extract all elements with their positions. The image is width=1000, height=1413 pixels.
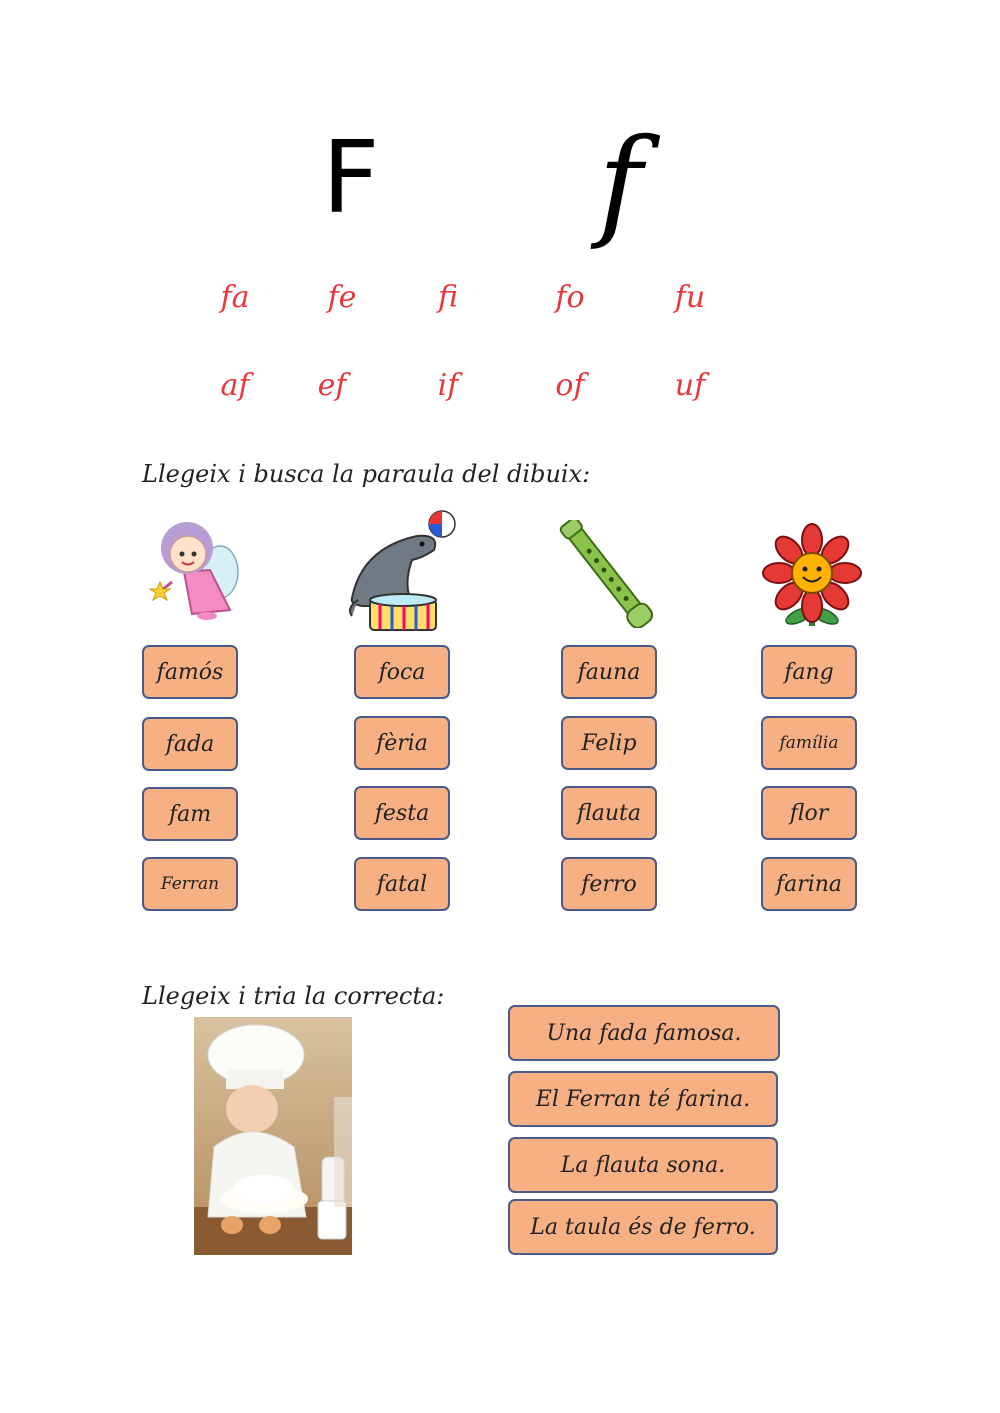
syllable: of [555,368,585,403]
flute-icon [538,520,676,628]
word-option[interactable]: fada [142,717,238,771]
sentence-option[interactable]: Una fada famosa. [508,1005,780,1061]
word-option[interactable]: foca [354,645,450,699]
word-option[interactable]: família [761,716,857,770]
syllable: fa [220,280,250,315]
word-option[interactable]: famós [142,645,238,699]
syllable: fi [437,280,458,315]
word-option[interactable]: Ferran [142,857,238,911]
baby-chef-photo [194,1017,352,1255]
word-option[interactable]: farina [761,857,857,911]
syllable: fu [674,280,706,315]
syllable: fo [555,280,585,315]
instruction-find-word: Llegeix i busca la paraula del dibuix: [142,460,591,488]
cursive-letter: f [598,114,643,253]
word-option[interactable]: Felip [561,716,657,770]
sentence-option[interactable]: La taula és de ferro. [508,1199,778,1255]
syllable: ef [317,368,347,403]
fairy-icon [132,510,252,630]
seal-icon [322,508,482,634]
flower-icon [745,518,881,632]
syllable: uf [674,368,706,403]
sentence-option[interactable]: La flauta sona. [508,1137,778,1193]
word-option[interactable]: flor [761,786,857,840]
word-option[interactable]: fang [761,645,857,699]
word-option[interactable]: flauta [561,786,657,840]
word-option[interactable]: fam [142,787,238,841]
word-option[interactable]: festa [354,786,450,840]
syllable: fe [327,280,357,315]
word-option[interactable]: fatal [354,857,450,911]
word-option[interactable]: ferro [561,857,657,911]
word-option[interactable]: fauna [561,645,657,699]
instruction-choose-correct: Llegeix i tria la correcta: [142,982,445,1010]
syllable: af [220,368,250,403]
print-letter: F [322,119,380,236]
syllable: if [437,368,459,403]
sentence-option[interactable]: El Ferran té farina. [508,1071,778,1127]
word-option[interactable]: fèria [354,716,450,770]
